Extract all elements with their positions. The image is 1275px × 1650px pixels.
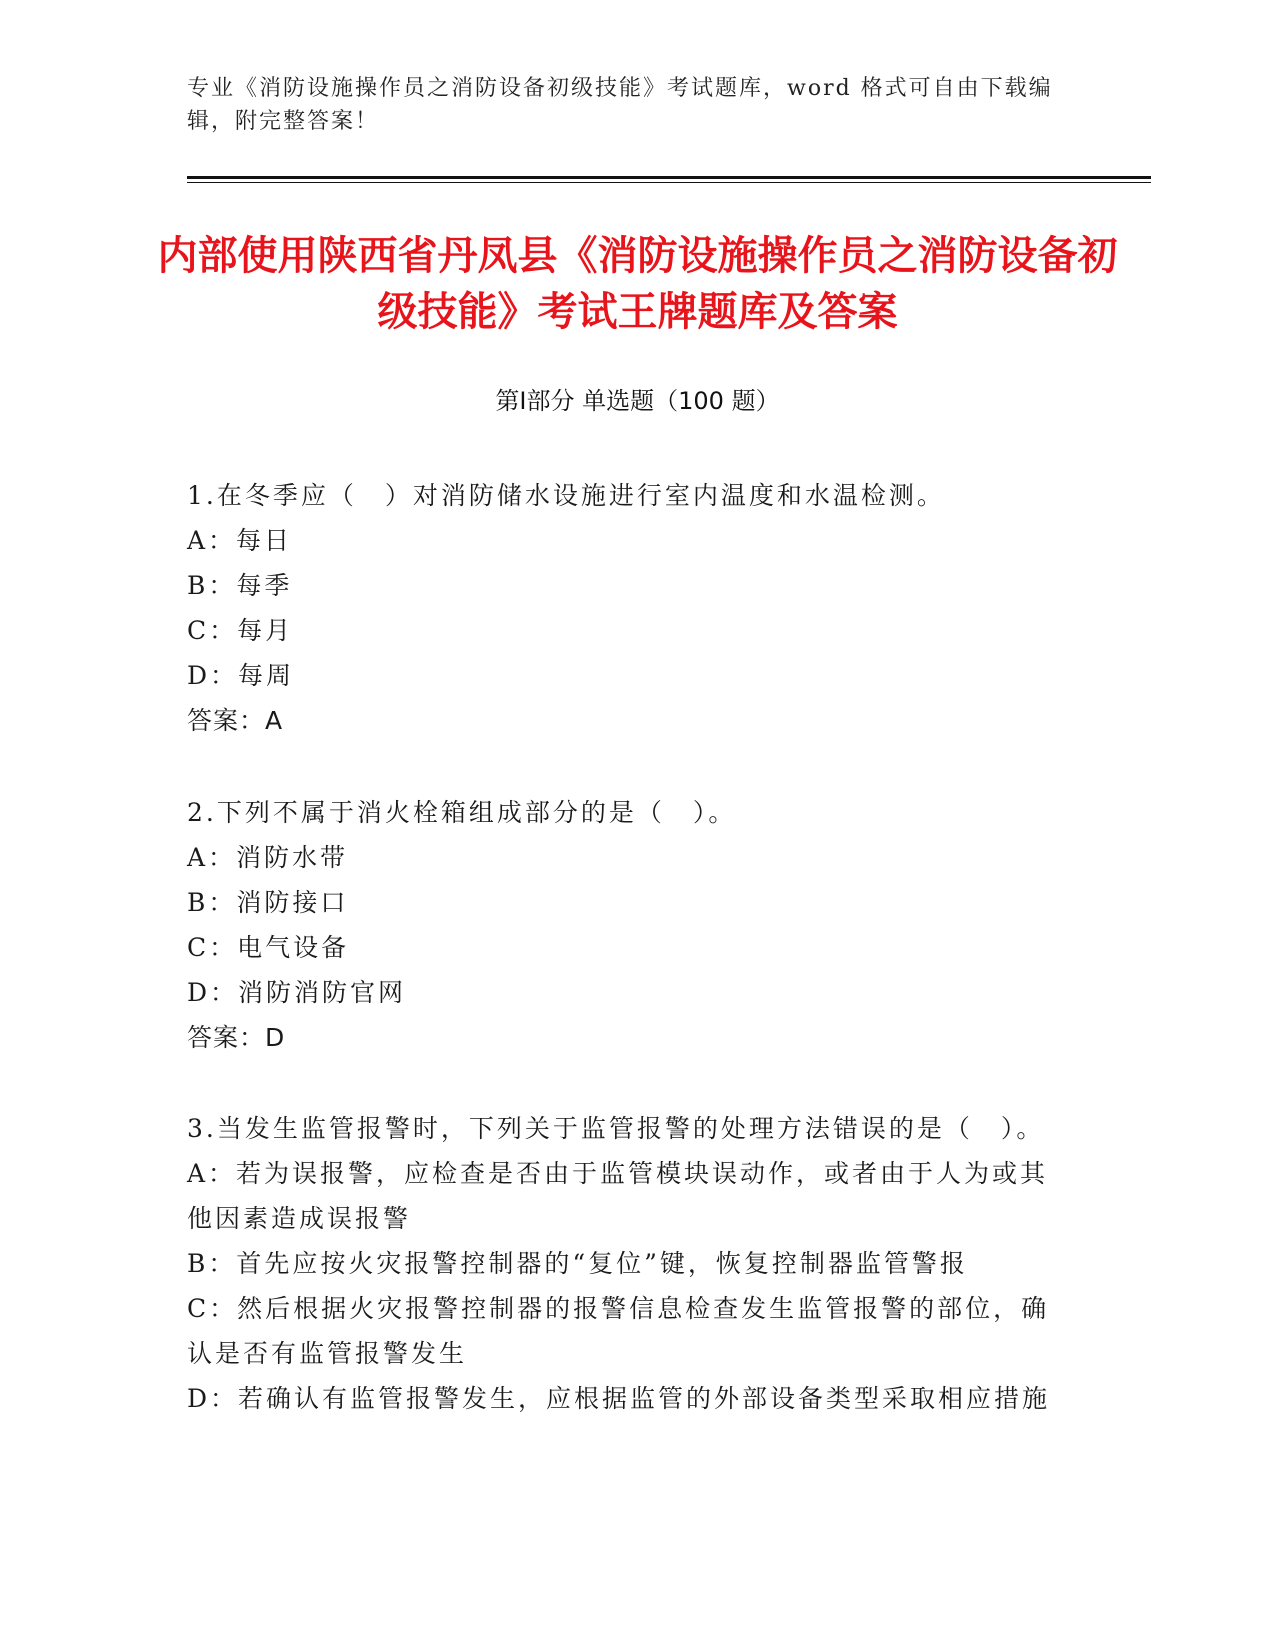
option-c: C：然后根据火灾报警控制器的报警信息检查发生监管报警的部位，确认是否有监管报警发生 xyxy=(187,1294,1050,1368)
answer: 答案：A xyxy=(187,706,284,735)
question-2 xyxy=(187,790,1067,1060)
option-a: A：消防水带 xyxy=(187,843,349,872)
document-title: 内部使用陕西省丹凤县《消防设施操作员之消防设备初级技能》考试王牌题库及答案 xyxy=(157,233,1118,335)
question-3 xyxy=(187,1106,1067,1421)
answer: 答案：D xyxy=(187,1023,286,1052)
question-stem: 1.在冬季应（ ）对消防储水设施进行室内温度和水温检测。 xyxy=(187,481,945,510)
header-divider-thick xyxy=(187,176,1151,179)
option-d: D：若确认有监管报警发生，应根据监管的外部设备类型采取相应措施 xyxy=(187,1384,1051,1413)
option-a: A：每日 xyxy=(187,526,293,555)
option-b: B：首先应按火灾报警控制器的“复位”键，恢复控制器监管警报 xyxy=(187,1249,968,1278)
header-note: 专业《消防设施操作员之消防设备初级技能》考试题库，word 格式可自由下载编辑，附完整答案！ xyxy=(187,76,1053,134)
option-a: A：若为误报警，应检查是否由于监管模块误动作，或者由于人为或其他因素造成误报警 xyxy=(187,1159,1049,1233)
option-b: B：消防接口 xyxy=(187,888,349,917)
option-c: C：每月 xyxy=(187,616,294,645)
question-stem: 3.当发生监管报警时，下列关于监管报警的处理方法错误的是（ ）。 xyxy=(187,1114,1045,1143)
option-b: B：每季 xyxy=(187,571,293,600)
option-c: C：电气设备 xyxy=(187,933,350,962)
option-d: D：消防消防官网 xyxy=(187,978,407,1007)
header-divider-thin xyxy=(187,182,1151,183)
question-1 xyxy=(187,473,1067,743)
question-stem: 2.下列不属于消火栓箱组成部分的是（ ）。 xyxy=(187,798,737,827)
option-d: D：每周 xyxy=(187,661,295,690)
section-title: 第Ⅰ部分 单选题（100 题） xyxy=(495,387,780,415)
